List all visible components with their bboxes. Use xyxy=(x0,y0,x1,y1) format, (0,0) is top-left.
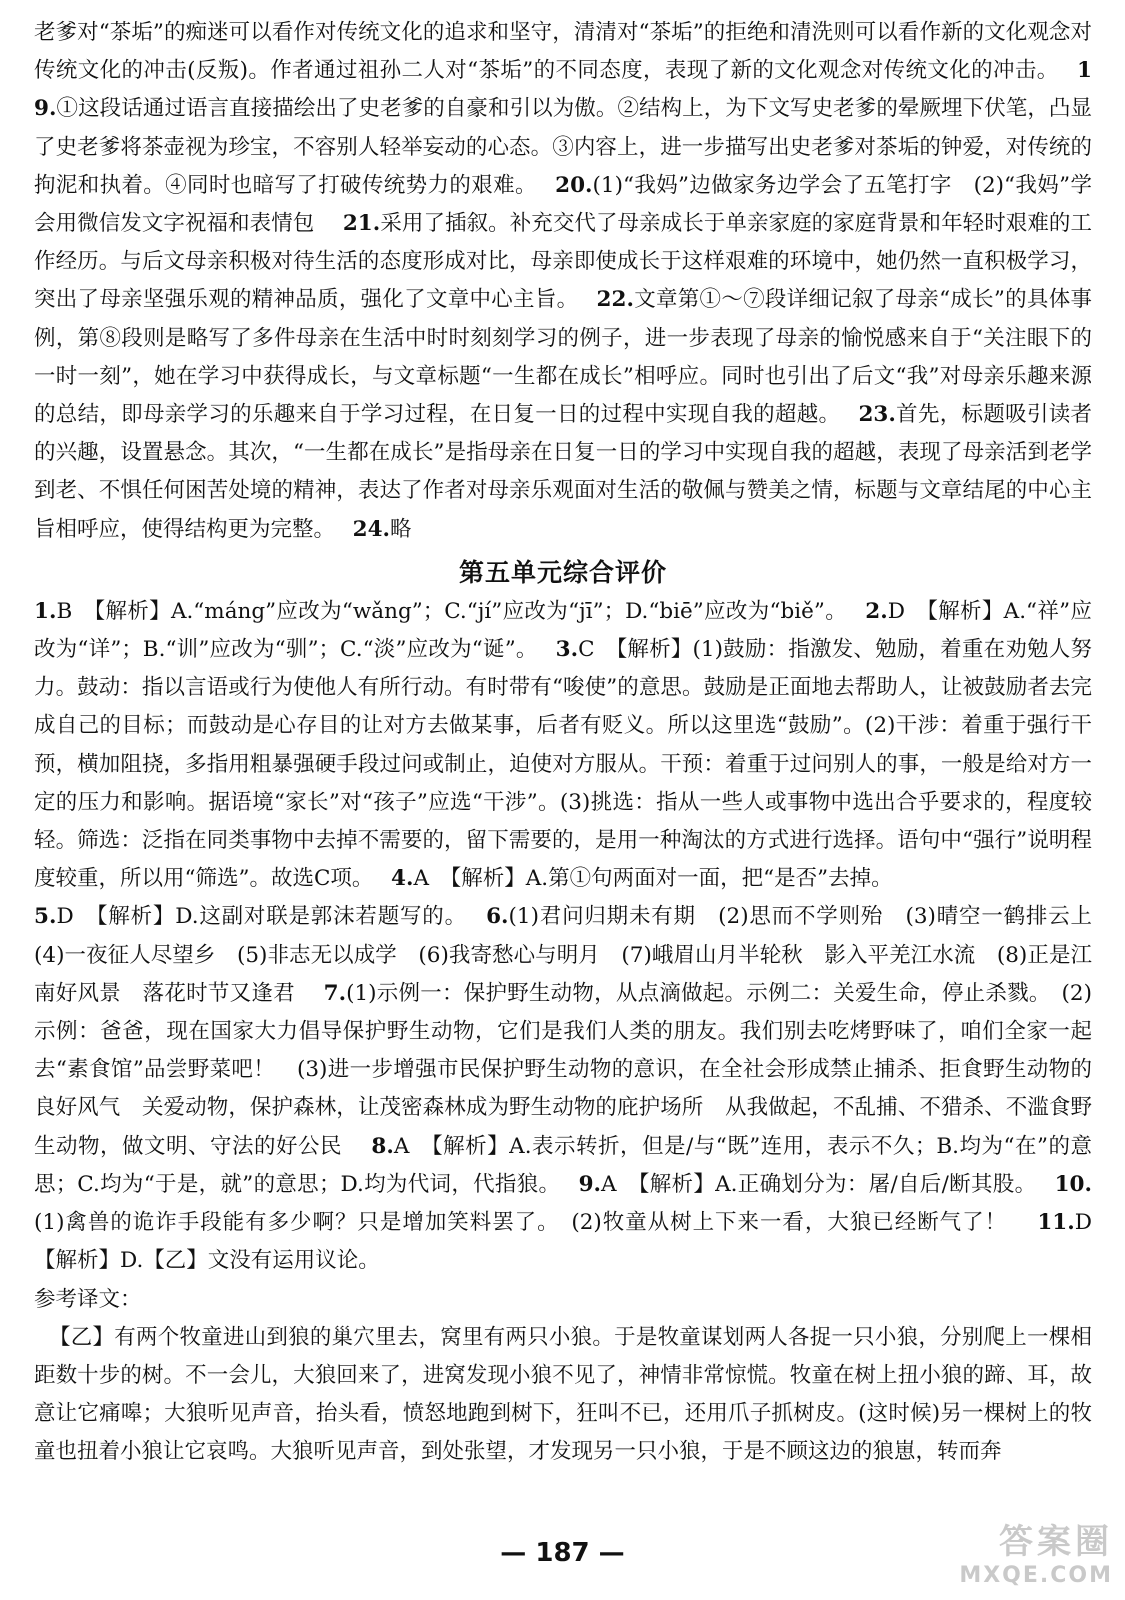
q1-answer: B 【解析】A.“máng”应改为“wǎng”；C.“jí”应改为“jī”；D.“biē”应改为“biě”。 xyxy=(56,598,837,624)
q9-number: 9. xyxy=(578,1171,602,1197)
unit-title: 第五单元综合评价 xyxy=(458,557,667,587)
q8-answer: A 【解析】A.表示转折，但是/与“既”连用，表示不久；B.均为“在”的意思；C.均为“于是，就”的意思；D.均为代词，代指狼。 xyxy=(34,1133,1092,1197)
q19-number: 19. xyxy=(34,58,1092,122)
answer-block-unit xyxy=(34,593,1114,1281)
q3-answer: C 【解析】(1)鼓励：指激发、勉励，着重在劝勉人努力。鼓动：指以言语或行为使他人有所行动。有时带有“唆使”的意思。鼓励是正面地去帮助人，让被鼓励者去完成自己的目标；而鼓动是心存目的让对方去做某事，后者有贬义。所以这里选“鼓励”。(2)干涉：着重于强行干预，横加阻挠，多指用粗暴强硬手段过问或制止，迫使对方服从。干预：着重于过问别人的事，一般是给对方一定的压力和影响。据语境“家长”对“孩子”应选“干涉”。(3)挑选：指从一些人或事物中选出合乎要求的，程度较轻。筛选：泛指在同类事物中去掉不需要的，留下需要的，是用一种淘汰的方式进行选择。语句中“强行”说明程度较重，所以用“筛选”。故选C项。 xyxy=(34,637,1092,892)
q4-answer: A 【解析】A.第①句两面对一面，把“是否”去掉。 xyxy=(413,866,893,892)
site-watermark xyxy=(893,1514,1113,1594)
page-number: — 187 — xyxy=(500,1538,625,1568)
q5-answer: D 【解析】D.这副对联是郭沫若题写的。 xyxy=(56,904,457,930)
q2-number: 2. xyxy=(865,598,888,624)
q23-number: 23. xyxy=(858,402,896,428)
q24-answer: 略 xyxy=(390,516,412,542)
q6-number: 6. xyxy=(486,904,509,930)
q3-number: 3. xyxy=(555,637,579,663)
q10-number: 10. xyxy=(1054,1171,1092,1197)
reference-translation-text: 【乙】有两个牧童进山到狼的巢穴里去，窝里有两只小狼。于是牧童谋划两人各捉一只小狼，分别爬上一棵相距数十步的树。不一会儿，大狼回来了，进窝发现小狼不见了，神情非常惊慌。牧童在树上扭小狼的蹄、耳，故意让它痛嗥；大狼听见声音，抬头看，愤怒地跑到树下，狂叫不已，还用爪子抓树皮。(这时候)另一棵树上的牧童也扭着小狼让它哀鸣。大狼听见声音，到处张望，才发现另一只小狼，于是不顾这边的狼崽，转而奔 xyxy=(34,1324,1092,1465)
q7-number: 7. xyxy=(323,980,347,1006)
q8-number: 8. xyxy=(371,1133,394,1159)
answer-page xyxy=(34,14,1114,1472)
q24-number: 24. xyxy=(352,516,391,542)
q19-answer: ①这段话通过语言直接描绘出了史老爹的自豪和引以为傲。②结构上，为下文写史老爹的晕厥埋下伏笔，凸显了史老爹将茶壶视为珍宝，不容别人轻举妄动的心态。③内容上，进一步描写出史老爹对茶垢的钟爱，对传统的拘泥和执着。④同时也暗写了打破传统势力的艰难。 xyxy=(34,96,1092,198)
q7-answer: (1)示例一：保护野生动物，从点滴做起。示例二：关爱生命，停止杀戮。 (2)示例：爸爸，现在国家大力倡导保护野生动物，它们是我们人类的朋友。我们别去吃烤野味了，咱们全家一起去“素食馆”品尝野菜吧！ (3)进一步增强市民保护野生动物的意识，在全社会形成禁止捕杀、拒食野生动物的良好风气 关爱动物，保护森林，让茂密森林成为野生动物的庇护场所 从我做起，不乱捕、不猎杀、不滥食野生动物，做文明、守法的好公民 xyxy=(34,980,1092,1159)
q6-answer: (1)君问归期未有期 (2)思而不学则殆 (3)晴空一鹤排云上 (4)一夜征人尽望乡 (5)非志无以成学 (6)我寄愁心与明月 (7)峨眉山月半轮秋 影入平羌江水流 (8)正是江南好风景 落花时节又逢君 xyxy=(34,904,1114,1006)
q10-answer: (1)禽兽的诡诈手段能有多少啊？只是增加笑料罢了。 (2)牧童从树上下来一看，大狼已经断气了！ xyxy=(34,1210,1008,1236)
q2-answer: D 【解析】A.“祥”应改为“详”；B.“训”应改为“驯”；C.“淡”应改为“诞”。 xyxy=(34,598,1092,663)
q22-answer: 文章第①～⑦段详细记叙了母亲“成长”的具体事例，第⑧段则是略写了多件母亲在生活中时时刻刻学习的例子，进一步表现了母亲的愉悦感来自于“关注眼下的一时一刻”，她在学习中获得成长，与文章标题“一生都在成长”相呼应。同时也引出了后文“我”对母亲乐趣来源的总结，即母亲学习的乐趣来自于学习过程，在日复一日的过程中实现自我的超越。 xyxy=(34,287,1092,428)
q20-answer: (1)“我妈”边做家务边学会了五笔打字 (2)“我妈”学会用微信发文字祝福和表情包 xyxy=(34,172,1092,237)
q1-number: 1. xyxy=(34,598,57,624)
watermark-url: MXQE.COM xyxy=(959,1563,1113,1588)
q5-number: 5. xyxy=(34,904,57,930)
passage-analysis-text: 老爹对“茶垢”的痴迷可以看作对传统文化的追求和坚守，清清对“茶垢”的拒绝和清洗则可以看作新的文化观念对传统文化的冲击(反叛)。作者通过祖孙二人对“茶垢”的不同态度，表现了新的文化观念对传统文化的冲击。 xyxy=(34,20,1092,84)
watermark-logo-text: 答案圈 xyxy=(999,1522,1113,1562)
q23-answer: 首先，标题吸引读者的兴趣，设置悬念。其次，“一生都在成长”是指母亲在日复一日的学习中实现自我的超越，表现了母亲活到老学到老、不惧任何困苦处境的精神，表达了作者对母亲乐观面对生活的敬佩与赞美之情，标题与文章结尾的中心主旨相呼应，使得结构更为完整。 xyxy=(34,402,1092,542)
q9-answer: A 【解析】A.正确划分为：屠/自后/断其股。 xyxy=(601,1171,1026,1197)
q11-number: 11. xyxy=(1037,1210,1075,1236)
answer-block-top xyxy=(34,14,1092,549)
q11-answer: D 【解析】D.【乙】文没有运用议论。 xyxy=(34,1210,1114,1274)
q22-number: 22. xyxy=(596,287,634,313)
q20-number: 20. xyxy=(555,172,593,198)
q21-answer: 采用了插叙。补充交代了母亲成长于单亲家庭的家庭背景和年轻时艰难的工作经历。与后文母亲积极对待生活的态度形成对比，母亲即使成长于这样艰难的环境中，她仍然一直积极学习，突出了母亲坚强乐观的精神品质，强化了文章中心主旨。 xyxy=(34,211,1092,313)
q4-number: 4. xyxy=(391,866,414,892)
q21-number: 21. xyxy=(342,211,381,237)
reference-translation-label: 参考译文： xyxy=(34,1286,142,1312)
